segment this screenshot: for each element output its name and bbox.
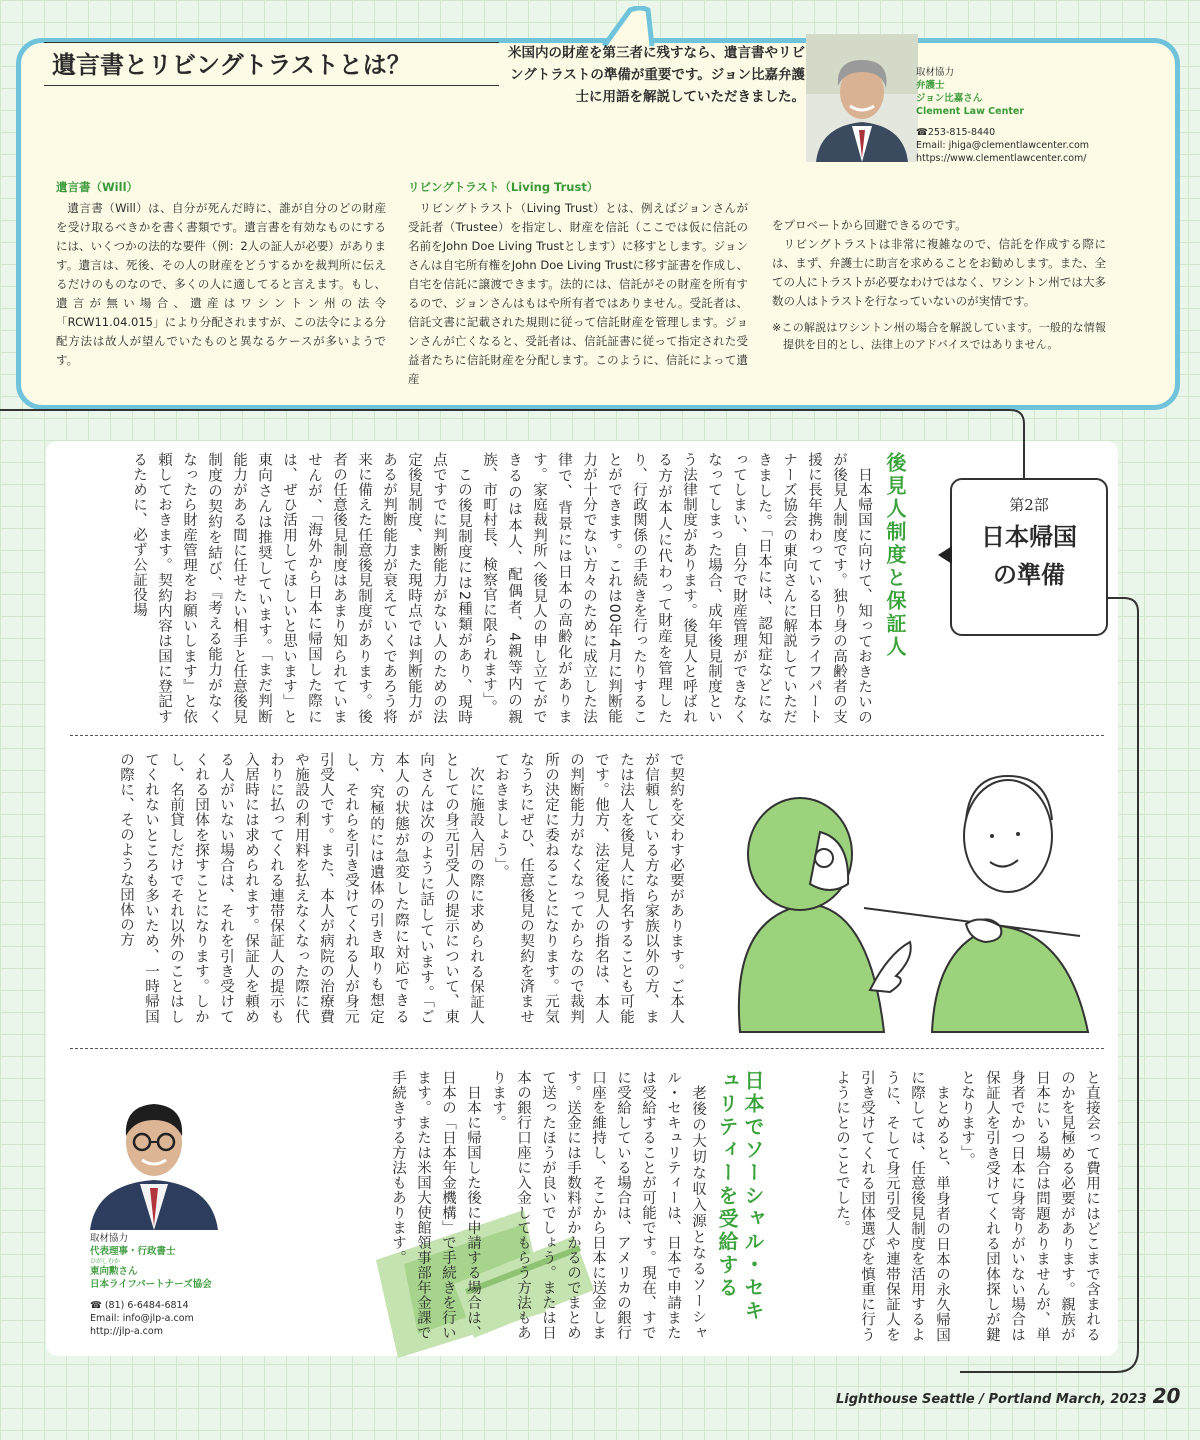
- section1-continued: [76, 752, 688, 1024]
- disclaimer-note: ※この解説はワシントン州の場合を解説しています。一般的な情報提供を目的とし、法律上のアドバイスではありません。: [772, 321, 1106, 351]
- page-number: 20: [1152, 1384, 1181, 1408]
- trust-heading: リビングトラスト（Living Trust）: [408, 180, 599, 194]
- credit-role: 弁護士: [916, 80, 945, 91]
- section1-cont-p1: で契約を交わす必要があります。ご本人が信頼している方なら家族以外の方、または法人を後見人に指名することも可能です。他方、法定後見人の指名は、本人の判断能力がなくなってからなので裁判所の決定に委ねることになります。元気なうちにぜひ、任意後見の契約を済ませておきましょう」。: [493, 752, 684, 1024]
- credit2-name: 東向勲さん: [90, 1266, 138, 1277]
- section1-p2: この後見制度には2種類があり、現時点ですでに判断能力がない人のための法定後見制度、また現時点では判断能力があるが判断能力が衰えていくであろう将来に備えた任意後見制度があります。後者の任意後見制度はあまり知られていませんが、「海外から日本に帰国した際には、ぜひ活用してほしいと思います」と東向さんは推奨しています。「まだ判断能力がある間に任せたい相手と任意後見制度の契約を結び、『考える能力がなくなったら財産管理をお願いします』と依頼しておきます。契約内容は国に登記するために、必ず公証役場: [131, 452, 472, 724]
- trust-body: リビングトラスト（Living Trust）とは、例えばジョンさんが受託者（Trustee）を指定し、財産を信託（ここでは仮に信託の名前をJohn Doe Living Trustとします）に移すとします。ジョンさんは自宅所有権をJohn Doe Living Trustに移す証書を作成し、自宅を信託に譲渡できます。法的には、信託がその財産を所有するので、ジョンさんはもはや所有者ではありません。受託者は、信託文書に記載された規則に従って信託財産を管理します。ジョンさんが亡くなると、受託者は、信託証書に従って指定された受益者たちに信託財産を分配します。このように、信託によって遺産: [408, 201, 748, 386]
- glossary-lead: 米国内の財産を第三者に残すなら、遺言書やリビングトラストの準備が重要です。ジョン比嘉弁護士に用語を解説していただきました。: [508, 45, 805, 105]
- credit2-phone: ☎ (81) 6-6484-6814: [90, 1300, 189, 1311]
- credit2-org: 日本ライフパートナーズ協会: [90, 1279, 212, 1290]
- credit-label: 取材協力: [916, 67, 955, 78]
- section2-text: [270, 1070, 710, 1340]
- section1-end-p1: と直接会って費用にはどこまで含まれるのかを見極める必要があります。親族が日本にいる場合は問題ありませんが、単身者でかつ日本に身寄りがいない場合は保証人を引き受けてくれる団体探しが鍵となります」。: [959, 1070, 1100, 1342]
- trust-cont-p1: をプロベートから回避できるのです。: [772, 218, 967, 232]
- footer-text: Lighthouse Seattle / Portland March, 2023: [836, 1392, 1147, 1407]
- part-title-line1: 日本帰国: [981, 522, 1077, 551]
- section1-p1: 日本帰国に向けて、知っておきたいのが後見人制度です。独り身の高齢者の支援に長年携わっている日本ライフパートナーズ協会の東向さんに解説していただきました。「日本には、認知症などになってしまい、自分で財産管理ができなくなってしまった場合、成年後見制度という法律制度があります。後見人と呼ばれる方が本人に代わって財産を管理したり、行政関係の手続きを行ったりすることができます。これは00年4月に判断能力が十分でない方々のために成立した法律で、背景には日本の高齢化があります。家庭裁判所へ後見人の申し立てができるのは本人、配偶者、4親等内の親族、市町村長、検察官に限られます」。: [481, 452, 872, 724]
- credit-org: Clement Law Center: [916, 106, 1025, 117]
- credit2-label: 取材協力: [90, 1233, 129, 1244]
- credit2-role: 代表理事・行政書士: [90, 1246, 176, 1257]
- part-title-line2: の準備: [993, 560, 1065, 589]
- part-number: 第2部: [1009, 496, 1049, 514]
- credit-phone: ☎253-815-8440: [916, 127, 996, 138]
- divider-1: [70, 735, 1104, 736]
- section1-end-p2: まとめると、単身者の日本の永久帰国に際しては、任意後見制度を活用するように、そして身元引受人や連帯保証人を引き受けてくれる団体選びを慎重に行うようにとのことでした。: [834, 1070, 950, 1342]
- section1-heading: 後見人制度と保証人: [883, 452, 907, 659]
- credit2-email[interactable]: Email: info@jlp-a.com: [90, 1313, 194, 1324]
- credit2-url[interactable]: http://jlp-a.com: [90, 1326, 163, 1337]
- credit2-ruby: ひがしむか: [90, 1258, 121, 1265]
- page-footer: [836, 1384, 1186, 1408]
- section2-p2: 日本に帰国した後に申請する場合は、日本の「日本年金機構」で手続きを行います。または米国大使館領事部年金課で手続きする方法もあります。: [390, 1070, 481, 1340]
- trust-cont-p2: リビングトラストは非常に複雑なので、信託を作成する際には、まず、弁護士に助言を求めることをお勧めします。また、全ての人にトラストが必要なわけではなく、ワシントン州では大多数の人はトラストを行なっていないのが実情です。: [772, 237, 1106, 308]
- glossary-title: 遺言書とリビングトラストとは？: [44, 42, 499, 86]
- section1-text: [76, 452, 876, 724]
- director-credit: [90, 1232, 260, 1338]
- credit-name: ジョン比嘉さん: [916, 93, 983, 104]
- director-photo: [90, 1080, 218, 1230]
- section1-end: [806, 1070, 1104, 1342]
- arrow-left-icon: [938, 546, 952, 564]
- part-tag: [950, 478, 1108, 636]
- section2-p1: 老後の大切な収入源となるソーシャル・セキュリティーは、日本で申請または受給することが可能です。現在、すでに受給している場合は、アメリカの銀行口座を維持し、そこから日本に送金します。送金には手数料がかかるのでまとめて送ったほうが良いでしょう。または日本の銀行口座に入金してもらう方法もあります。: [490, 1070, 706, 1340]
- consultation-illustration: [700, 744, 1110, 1034]
- will-body: 遺言書（Will）は、自分が死んだ時に、誰が自分のどの財産を受け取るべきかを書く書類です。遺言書を有効なものにするには、いくつかの法的な要件（例：2人の証人が必要）があります。遺言は、死後、その人の財産をどうするかを裁判所に伝えるだけのものなので、多くの人に適してると言えます。もし、遺言が無い場合、遺産はワシントン州の法令「RCW11.04.015」により分配されますが、この法令による分配方法は故人が望んでいたものと異なるケースが多いようです。: [56, 201, 386, 367]
- divider-2: [70, 1048, 1104, 1049]
- credit-url[interactable]: https://www.clementlawcenter.com/: [916, 153, 1087, 164]
- section2-heading: 日本でソーシャル・セキュリティーを受給する: [715, 1070, 765, 1323]
- credit-email[interactable]: Email: jhiga@clementlawcenter.com: [916, 140, 1090, 151]
- will-heading: 遺言書（Will）: [56, 180, 139, 194]
- section1-cont-p2: 次に施設入居の際に求められる保証人としての身元引受人の提示について、東向さんは次のように話しています。「ご本人の状態が急変した際に対応できる方、究極的には遺体の引き取りも想定し、それらを引き受けてくれる人が身元引受人です。また、本人が病院の治療費や施設の利用料を払えなくなった際に代わりに払ってくれる連帯保証人の提示も入居時には求められます。保証人を頼める人がいない場合は、それを引き受けてくれる団体を探すことになります。しかし、名前貸しだけでそれ以外のことはしてくれないところも多いため、一時帰国の際に、そのような団体の方: [118, 752, 484, 1024]
